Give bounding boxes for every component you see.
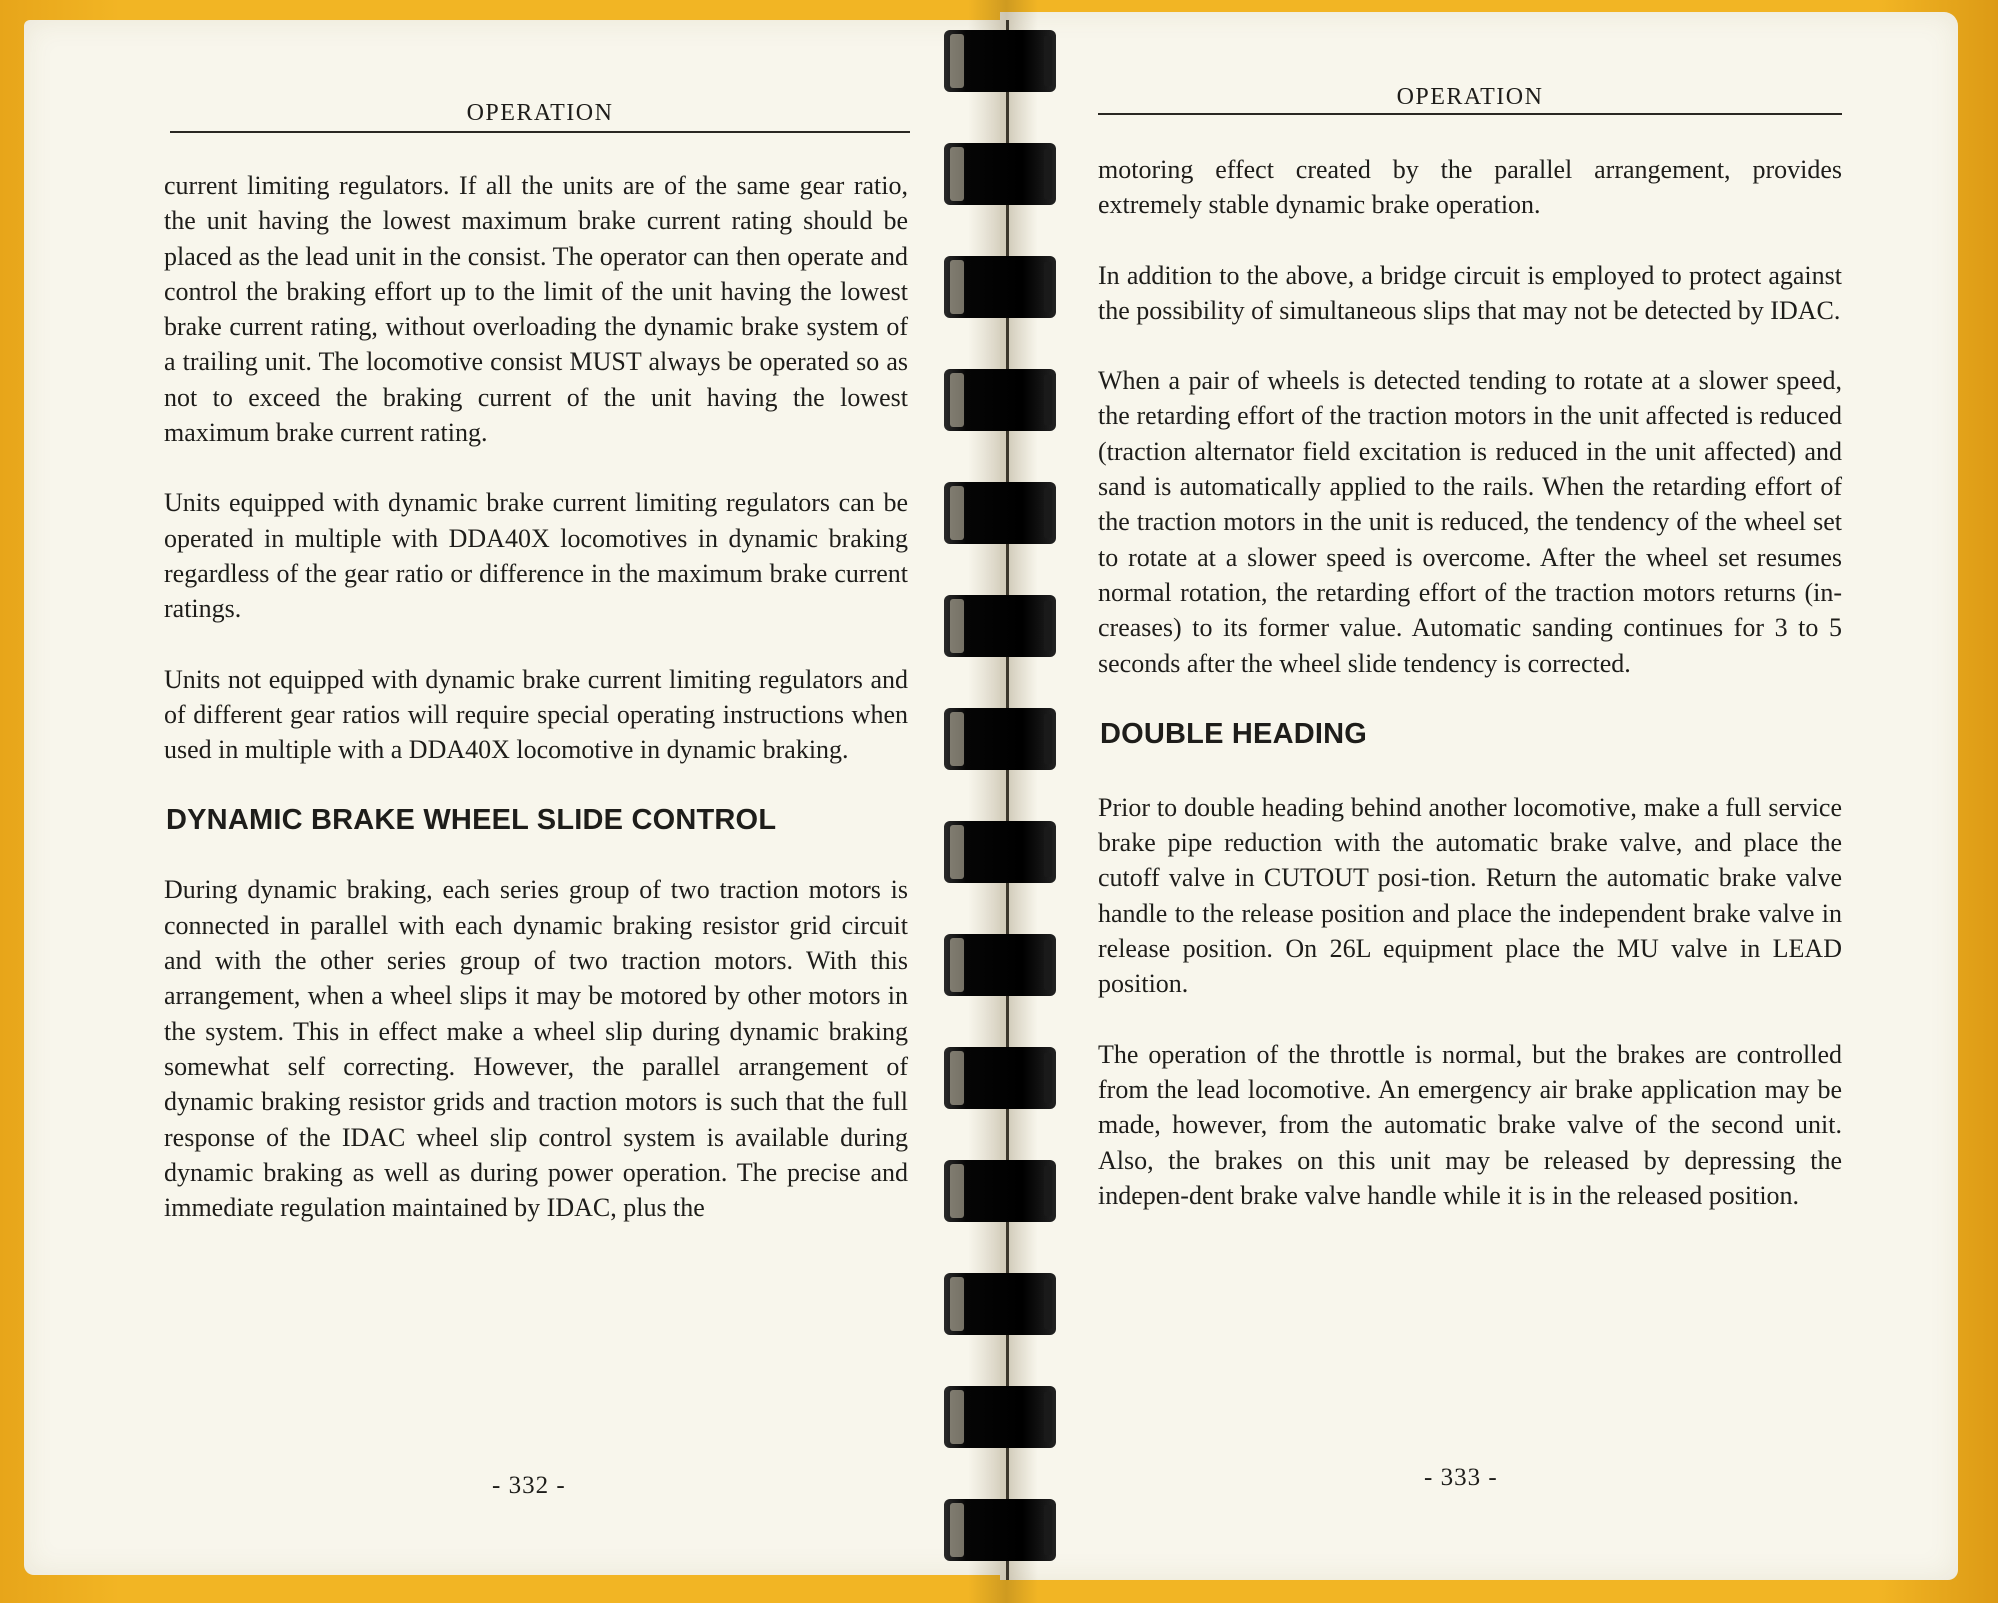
binding-coil <box>944 934 1056 996</box>
right-paragraph-4: Prior to double heading behind another locomotive, make a full service brake pipe reduction with the automatic brake valve, and place the cutoff valve in CUTOUT posi-tion. Return the automatic brake valve handle to the release position and place the independent brake valve in release position. On 26L equipment place the MU valve in LEAD position. <box>1098 792 1842 999</box>
right-page-body <box>1098 152 1842 1248</box>
binding-coil <box>944 482 1056 544</box>
section-heading-double-heading: DOUBLE HEADING <box>1100 717 1368 750</box>
left-paragraph-3: Units not equipped with dynamic brake current limiting regulators and of different gear ratios will require special operating instructions when used in multiple with a DDA40X locomotive in dynamic braking. <box>164 664 908 765</box>
right-page-header: OPERATION <box>1098 84 1842 115</box>
right-paragraph-5: The operation of the throttle is normal, but the brakes are controlled from the lead locomotive. An emergency air brake application may be made, however, from the automatic brake valve of the second unit. Also, the brakes on this unit may be released by depressing the indepen-dent brake valve handle while it is in the released position. <box>1098 1039 1842 1210</box>
binding-wire <box>1006 20 1009 1580</box>
right-paragraph-3: When a pair of wheels is detected tending to rotate at a slower speed, the retarding effort of the traction motors in the unit affected is reduced (traction alternator field excitation is reduced in the unit affected) and sand is automatically applied to the rails. When the retarding effort of the traction motors in the unit is reduced, the tendency of the wheel set to rotate at a slower speed is overcome. After the wheel set resumes normal rotation, the retarding effort of the traction motors returns (in-creases) to its former value. Automatic sanding continues for 3 to 5 seconds after the wheel slide tendency is corrected. <box>1098 366 1842 678</box>
binding-coil <box>944 595 1056 657</box>
binding-coil <box>944 1047 1056 1109</box>
left-page-number: - 332 - <box>492 1472 566 1499</box>
right-paragraph-2: In addition to the above, a bridge circuit is employed to protect against the possibility of simultaneous slips that may not be detected by IDAC. <box>1098 260 1842 325</box>
binding-coil <box>944 708 1056 770</box>
binding-coil <box>944 1160 1056 1222</box>
binding-coil <box>944 256 1056 318</box>
right-page-number: - 333 - <box>1424 1464 1498 1491</box>
binding-coil <box>944 369 1056 431</box>
left-page-header: OPERATION <box>170 100 910 133</box>
binding-coil <box>944 1499 1056 1561</box>
left-paragraph-2: Units equipped with dynamic brake current limiting regulators can be operated in multiple with DDA40X locomotives in dynamic braking regardless of the gear ratio or difference in the maximum brake current ratings. <box>164 488 908 624</box>
spiral-binding <box>944 20 1059 1580</box>
left-paragraph-4: During dynamic braking, each series group of two traction motors is connected in parallel with each dynamic braking resistor grid circuit and with the other series group of two traction motors. With this arrangement, when a wheel slips it may be motored by other motors in the system. This in effect make a wheel slip during dynamic braking somewhat self correcting. However, the parallel arrangement of dynamic braking resistor grids and traction motors is such that the full response of the IDAC wheel slip control system is available during dynamic braking as well as during power operation. The precise and immediate regulation maintained by IDAC, plus the <box>164 875 908 1223</box>
right-paragraph-1: motoring effect created by the parallel arrangement, provides extremely stable dynamic brake operation. <box>1098 155 1842 220</box>
left-paragraph-1: current limiting regulators. If all the units are of the same gear ratio, the unit having the lowest maximum brake current rating should be placed as the lead unit in the consist. The operator can then operate and control the braking effort up to the limit of the unit having the lowest brake current rating, without overloading the dynamic brake system of a trailing unit. The locomotive consist MUST always be operated so as not to exceed the braking current of the unit having the lowest maximum brake current rating. <box>164 171 908 448</box>
section-heading-wheel-slide: DYNAMIC BRAKE WHEEL SLIDE CONTROL <box>166 804 777 837</box>
binding-coil <box>944 143 1056 205</box>
binding-coil <box>944 1386 1056 1448</box>
binding-coil <box>944 30 1056 92</box>
left-page-body <box>164 168 908 1260</box>
binding-coil <box>944 821 1056 883</box>
binding-coil <box>944 1273 1056 1335</box>
